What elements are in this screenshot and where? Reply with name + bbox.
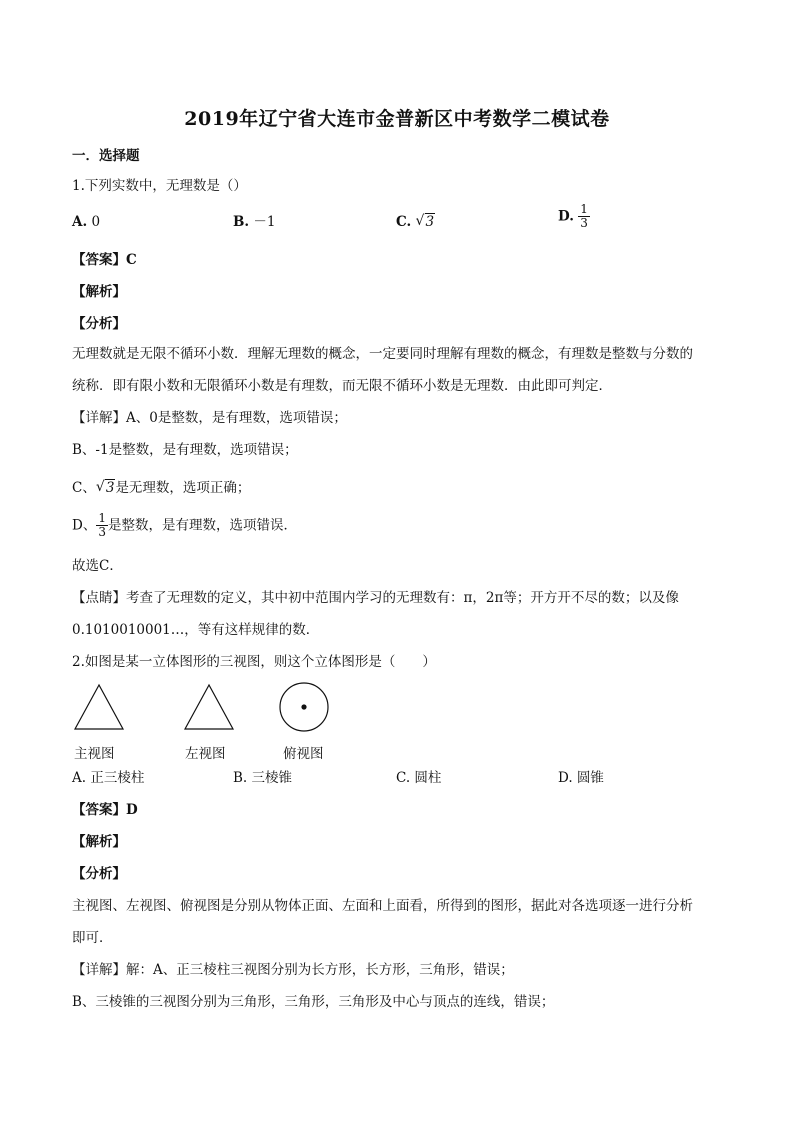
fraction — [578, 203, 590, 230]
top-view-label: 俯视图 — [283, 746, 324, 762]
sqrt-symbol: √ 3 — [415, 213, 435, 230]
q1-conclusion: 故选C． — [72, 558, 123, 574]
q1-detail-a: 【详解】A、0是整数，是有理数，选项错误； — [72, 410, 347, 426]
q1-detail-d — [72, 512, 297, 539]
answer-value: D — [126, 802, 138, 818]
q2-answer — [72, 800, 138, 820]
q1-option-b-letter: B. — [233, 214, 250, 230]
q1-option-c — [396, 212, 435, 232]
q1-detail-c — [72, 478, 250, 498]
answer-tag: 【答案】 — [72, 252, 126, 268]
section-heading: 一．选择题 — [72, 148, 140, 164]
detail-d-numerator: 1 — [98, 511, 106, 525]
detail-c-prefix: C、 — [72, 480, 96, 496]
q1-option-d — [558, 203, 590, 230]
q2-option-d: D. 圆锥 — [558, 770, 604, 786]
q1-option-d-denominator: 3 — [580, 216, 588, 230]
q1-option-d-numerator: 1 — [580, 202, 588, 216]
answer-value: C — [126, 252, 137, 268]
q1-option-a-letter: A. — [72, 214, 88, 230]
q2-jiexi: 【解析】 — [72, 834, 126, 850]
q2-fenxi: 【分析】 — [72, 866, 126, 882]
detail-d-suffix: 是整数，是有理数，选项错误． — [107, 517, 297, 534]
left-view-triangle — [185, 685, 233, 729]
q2-analysis-line-2: 即可． — [72, 930, 113, 946]
q1-option-a — [72, 212, 100, 232]
q1-answer — [72, 250, 137, 270]
q1-jiexi: 【解析】 — [72, 284, 126, 300]
q1-option-a-value: 0 — [91, 214, 101, 230]
q2-option-b: B. 三棱锥 — [233, 770, 293, 786]
fraction — [96, 512, 108, 539]
detail-d-denominator: 3 — [98, 525, 106, 539]
q2-stem: 2.如图是某一立体图形的三视图，则这个立体图形是（ ） — [72, 654, 436, 670]
q1-fenxi: 【分析】 — [72, 316, 126, 332]
left-view-label: 左视图 — [185, 746, 226, 762]
q1-option-d-letter: D. — [558, 208, 574, 225]
q1-stem: 1.下列实数中，无理数是（） — [72, 178, 247, 194]
q1-option-c-radicand: 3 — [425, 214, 435, 230]
detail-c-radicand: 3 — [105, 480, 115, 496]
q1-analysis-line-1: 无理数就是无限不循环小数．理解无理数的概念，一定要同时理解有理数的概念，有理数是整数与分数的 — [72, 346, 693, 362]
q1-dianjing-line-1: 【点睛】考查了无理数的定义，其中初中范围内学习的无理数有：π，2π等；开方开不尽的数；以及像 — [72, 590, 679, 606]
q2-analysis-line-1: 主视图、左视图、俯视图是分别从物体正面、左面和上面看，所得到的图形，据此对各选项逐一进行分析 — [72, 898, 693, 914]
q1-option-b-value: －1 — [253, 214, 276, 230]
q1-option-b — [233, 212, 276, 232]
q1-detail-b: B、-1是整数，是有理数，选项错误； — [72, 442, 298, 458]
q2-detail-a: 【详解】解：A、正三棱柱三视图分别为长方形，长方形，三角形，错误； — [72, 962, 514, 978]
front-view-label: 主视图 — [74, 746, 115, 762]
q1-analysis-line-2: 统称．即有限小数和无限循环小数是有理数，而无限不循环小数是无理数．由此即可判定． — [72, 378, 612, 394]
q2-option-a: A. 正三棱柱 — [72, 770, 145, 786]
detail-d-prefix: D、 — [72, 517, 97, 534]
top-view-center-dot — [301, 704, 306, 709]
detail-c-suffix: 是无理数，选项正确； — [115, 480, 251, 496]
q1-option-c-letter: C. — [396, 214, 412, 230]
front-view-triangle — [75, 685, 123, 729]
q2-detail-b: B、三棱锥的三视图分别为三角形，三角形，三角形及中心与顶点的连线，错误； — [72, 994, 555, 1010]
sqrt-symbol: √ 3 — [95, 479, 115, 496]
q2-option-c: C. 圆柱 — [396, 770, 442, 786]
q1-dianjing-line-2: 0.1010010001…，等有这样规律的数． — [72, 622, 320, 638]
page-title: 2019年辽宁省大连市金普新区中考数学二模试卷 — [184, 108, 610, 130]
three-views-figure — [72, 682, 342, 736]
answer-tag: 【答案】 — [72, 802, 126, 818]
